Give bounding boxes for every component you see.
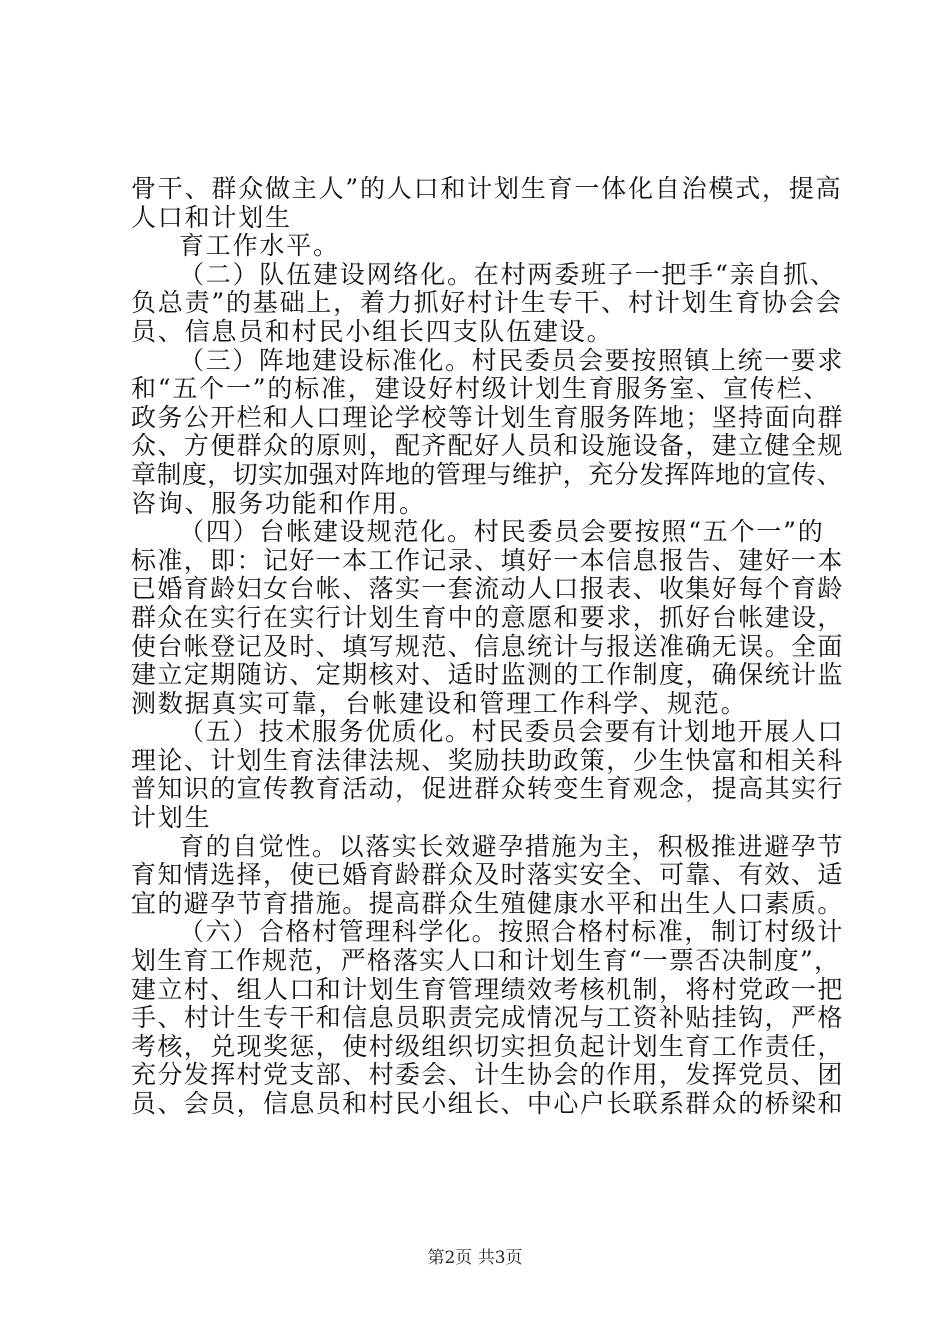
text-line: （二）队伍建设网络化。在村两委班子一把手“亲自抓、 xyxy=(179,259,837,289)
text-line: 测数据真实可靠，台帐建设和管理工作科学、规范。 xyxy=(131,688,748,718)
text-line: 章制度，切实加强对阵地的管理与维护，充分发挥阵地的宣传、 xyxy=(131,459,843,489)
text-line: 咨询、服务功能和作用。 xyxy=(131,488,426,518)
text-line: 员、会员，信息员和村民小组长、中心户长联系群众的桥梁和 xyxy=(131,1089,844,1118)
text-line: 人口和计划生 xyxy=(131,202,292,232)
text-line: 手、村计生专干和信息员职责完成情况与工资补贴挂钩，严格 xyxy=(131,1003,844,1033)
text-line: 建立定期随访、定期核对、适时监测的工作制度，确保统计监 xyxy=(131,660,844,690)
text-line: 建立村、组人口和计划生育管理绩效考核机制，将村党政一把 xyxy=(131,974,844,1004)
text-line: 政务公开栏和人口理论学校等计划生育服务阵地；坚持面向群 xyxy=(131,402,844,432)
text-line: 充分发挥村党支部、村委会、计生协会的作用，发挥党员、团 xyxy=(131,1060,844,1090)
text-line: 已婚育龄妇女台帐、落实一套流动人口报表、收集好每个育龄 xyxy=(131,574,844,604)
text-line: 划生育工作规范，严格落实人口和计划生育“一票否决制度”， xyxy=(131,946,841,976)
text-line: 标准，即：记好一本工作记录、填好一本信息报告、建好一本 xyxy=(131,545,844,575)
text-line: 宜的避孕节育措施。提高群众生殖健康水平和出生人口素质。 xyxy=(131,888,844,918)
text-line: 众、方便群众的原则，配齐配好人员和设施设备，建立健全规 xyxy=(131,431,844,461)
text-line: 考核，兑现奖惩，使村级组织切实担负起计划生育工作责任， xyxy=(131,1031,844,1061)
text-line: 育工作水平。 xyxy=(179,231,340,261)
page-footer: 第2页 共3页 xyxy=(427,1248,523,1268)
text-line: 育的自觉性。以落实长效避孕措施为主，积极推进避孕节 xyxy=(179,831,845,861)
text-line: 育知情选择，使已婚育龄群众及时落实安全、可靠、有效、适 xyxy=(131,860,844,890)
text-line: （五）技术服务优质化。村民委员会要有计划地开展人口 xyxy=(179,717,845,747)
text-line: 使台帐登记及时、填写规范、信息统计与报送准确无误。全面 xyxy=(131,631,844,661)
text-line: 计划生 xyxy=(131,803,212,833)
text-line: 负总责”的基础上，着力抓好村计生专干、村计划生育协会会 xyxy=(131,288,843,318)
text-line: 理论、计划生育法律法规、奖励扶助政策，少生快富和相关科 xyxy=(131,745,844,775)
text-line: （六）合格村管理科学化。按照合格村标准，制订村级计 xyxy=(179,917,845,947)
document-body xyxy=(131,174,845,1119)
text-line: （三）阵地建设标准化。村民委员会要按照镇上统一要求 xyxy=(179,345,845,375)
text-line: 普知识的宣传教育活动，促进群众转变生育观念，提高其实行 xyxy=(131,774,844,804)
text-line: 员、信息员和村民小组长四支队伍建设。 xyxy=(131,316,614,346)
text-line: （四）台帐建设规范化。村民委员会要按照“五个一”的 xyxy=(179,517,825,547)
text-line: 群众在实行在实行计划生育中的意愿和要求，抓好台帐建设， xyxy=(131,602,844,632)
text-line: 和“五个一”的标准，建设好村级计划生育服务室、宣传栏、 xyxy=(131,374,831,404)
text-line: 骨干、群众做主人”的人口和计划生育一体化自治模式，提高 xyxy=(131,174,843,203)
